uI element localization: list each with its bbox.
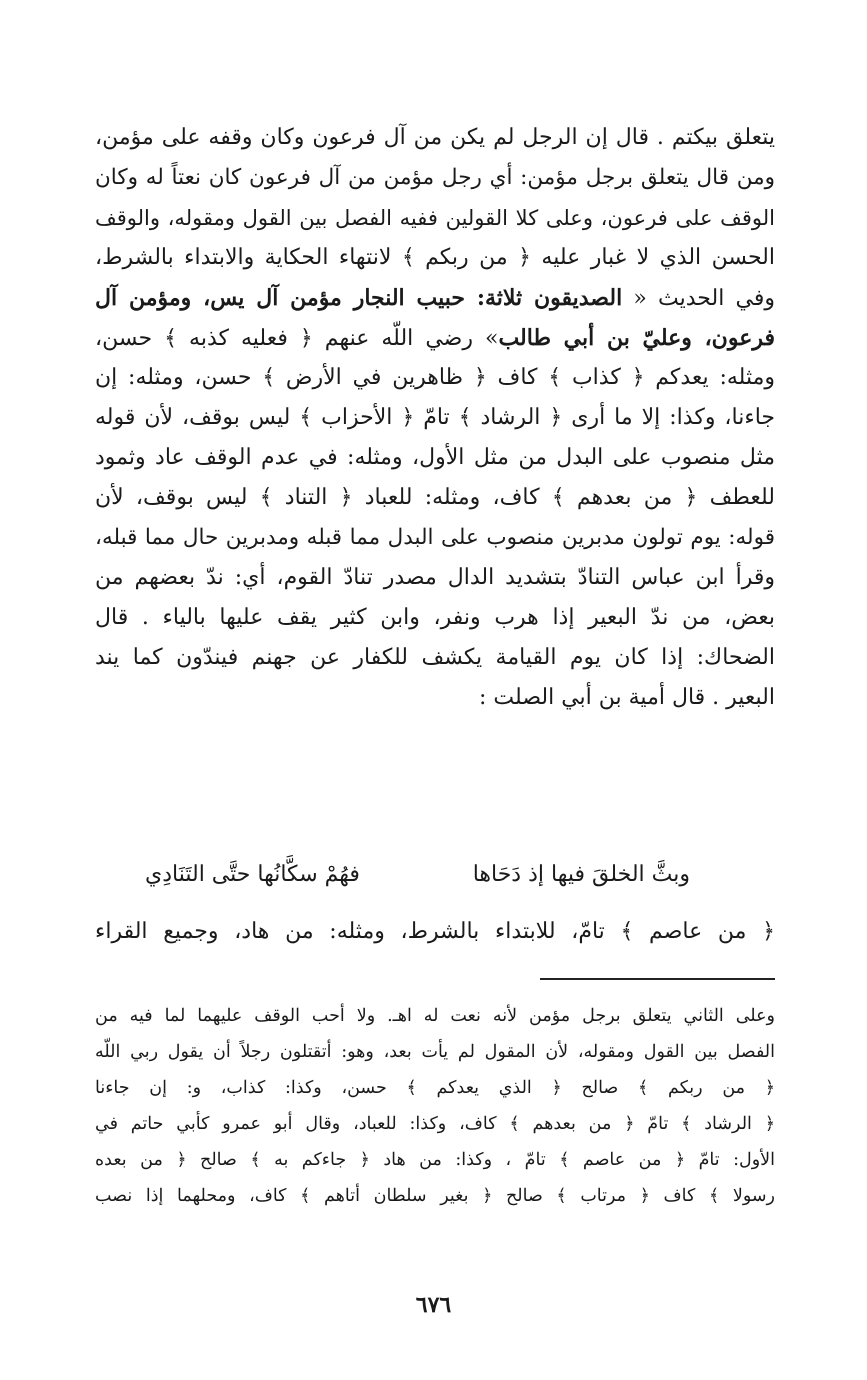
- poetry-verse: [95, 850, 775, 900]
- text-line: ومن قال يتعلق برجل مؤمن: أي رجل مؤمن من آل فرعون كان نعتاً له وكان: [95, 165, 775, 190]
- text-line: مثل منصوب على البدل من مثل الأول، ومثله: في عدم الوقف عاد وثمود: [95, 445, 775, 470]
- text-line: ومثله: يعدكم ﴿ كذاب ﴾ كاف ﴿ ظاهرين في الأرض ﴾ حسن، ومثله: إن: [95, 365, 775, 390]
- text-line: البعير . قال أمية بن أبي الصلت :: [479, 685, 775, 710]
- hadith-continuation: » رضي اللّه عنهم ﴿ فعليه كذبه ﴾ حسن،: [95, 326, 499, 351]
- footnotes: [95, 998, 775, 1214]
- verse-first-hemistich: وبثَّ الخلقَ فيها إذ دَحَاها: [472, 862, 690, 887]
- main-text: [95, 118, 775, 718]
- text-line: جاءنا، وكذا: إلا ما أرى ﴿ الرشاد ﴾ تامّ ﴿ الأحزاب ﴾ ليس بوقف، لأن قوله: [95, 405, 775, 430]
- text-line: [95, 318, 775, 358]
- text-line: يتعلق بيكتم . قال إن الرجل لم يكن من آل فرعون وكان وقفه على مؤمن،: [95, 125, 775, 150]
- text-line: قوله: يوم تولون مدبرين منصوب على البدل مما قبله ومدبرين حال مما قبله،: [95, 525, 775, 550]
- page-number: ٦٧٦: [415, 1292, 452, 1318]
- footnote-line: رسولا ﴾ كاف ﴿ مرتاب ﴾ صالح ﴿ بغير سلطان أتاهم ﴾ كاف، ومحلهما إذا نصب: [95, 1186, 775, 1206]
- footnote-line: وعلى الثاني يتعلق برجل مؤمن لأنه نعت له اهـ. ولا أحب الوقف عليهما لما فيه من: [95, 1006, 775, 1026]
- footnote-line: الفصل بين القول ومقوله، لأن المقول لم يأت بعد، وهو: أتقتلون رجلاً أن يقول ربي اللّه: [95, 1042, 775, 1062]
- footnote-line: الأول: تامّ ﴿ من عاصم ﴾ تامّ ، وكذا: من هاد ﴿ جاءكم به ﴾ صالح ﴿ من بعده: [95, 1150, 775, 1170]
- hadith-intro: وفي الحديث «: [622, 286, 775, 311]
- text-line: الحسن الذي لا غبار عليه ﴿ من ربكم ﴾ لانتهاء الحكاية والابتداء بالشرط،: [95, 245, 775, 270]
- text-line: بعض، من ندّ البعير إذا هرب ونفر، وابن كثير يقف عليها بالياء . قال: [95, 605, 775, 630]
- text-line: ﴿ من عاصم ﴾ تامّ، للابتداء بالشرط، ومثله: من هاد، وجميع القراء: [95, 919, 775, 944]
- verse-second-hemistich: فهُمْ سكَّانُها حتَّى التَنَادِي: [145, 862, 360, 887]
- footnote-separator: [540, 978, 775, 980]
- footnote-line: ﴿ من ربكم ﴾ صالح ﴿ الذي يعدكم ﴾ حسن، وكذا: كذاب، و: إن جاءنا: [95, 1078, 775, 1098]
- text-line: [95, 278, 775, 318]
- footnote-line: ﴿ الرشاد ﴾ تامّ ﴿ من بعدهم ﴾ كاف، وكذا: للعباد، وقال أبو عمرو كأبي حاتم في: [95, 1114, 775, 1134]
- text-line: الوقف على فرعون، وعلى كلا القولين ففيه الفصل بين القول ومقوله، والوقف: [95, 206, 775, 230]
- text-line: الضحاك: إذا كان يوم القيامة يكشف للكفار عن جهنم فيندّون كما يند: [95, 645, 775, 670]
- text-line: للعطف ﴿ من بعدهم ﴾ كاف، ومثله: للعباد ﴿ التناد ﴾ ليس بوقف، لأن: [95, 485, 775, 510]
- hadith-bold-text: فرعون، وعليّ بن أبي طالب: [498, 325, 775, 351]
- main-text-continued: [95, 912, 775, 952]
- text-line: وقرأ ابن عباس التنادّ بتشديد الدال مصدر تنادّ القوم، أي: ندّ بعضهم من: [95, 565, 775, 590]
- hadith-bold-text: الصديقون ثلاثة: حبيب النجار مؤمن آل يس، ومؤمن آل: [95, 285, 623, 311]
